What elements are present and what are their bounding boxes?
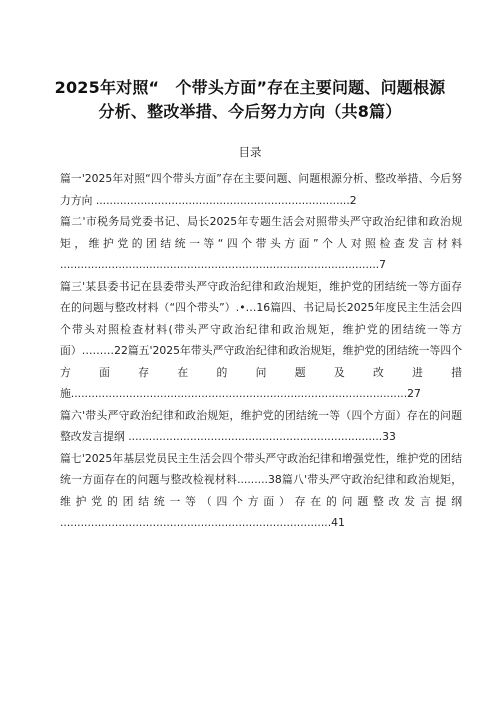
toc-entry-5[interactable]: 篇七'2025年基层党员民主生活会四个带头严守政治纪律和增强党性，维护党的团结统一方面存在的问题与整改检视材料.........38篇八'带头严守政治纪律和政治规矩，维护党的团结统一等（四个方面）存在的问题整改发言提纲 ...............................................................................41 bbox=[60, 451, 462, 529]
toc-heading: 目录 bbox=[238, 145, 262, 159]
toc-entry-4[interactable]: 篇六'带头严守政治纪律和政治规矩，维护党的团结统一等（四个方面）存在的问题整改发言提纲 ..........................................................................33 bbox=[60, 408, 462, 443]
table-of-contents bbox=[60, 168, 462, 534]
toc-entry-2[interactable]: 篇二'市税务局党委书记、局长2025年专题生活会对照带头严守政治纪律和政治规矩，维护党的团结统一等“四个带头方面”个人对照检查发言材料 .............................................................................................7 bbox=[60, 215, 462, 271]
document-title: 2025年对照“ 个带头方面”存在主要问题、问题根源分析、整改举措、今后努力方向（共8篇） bbox=[54, 78, 446, 121]
toc-entry-1[interactable]: 篇一'2025年对照“四个带头方面”存在主要问题、问题根源分析、整改举措、今后努力方向 ..........................................................................2 bbox=[60, 172, 462, 207]
toc-entry-3[interactable]: 篇三'某县委书记在县委带头严守政治纪律和政治规矩，维护党的团结统一等方面存在的问题与整改材料（“四个带头”）.•…16篇四、书记局长2025年度民主生活会四个带头对照检查材料(带头严守政治纪律和政治规矩，维护党的团结统一等方面）………22篇五'2025年带头严守政治纪律和政治规矩，维护党的团结统一等四个方面存在的问题及改进措施..................................................................................................27 bbox=[60, 279, 462, 400]
